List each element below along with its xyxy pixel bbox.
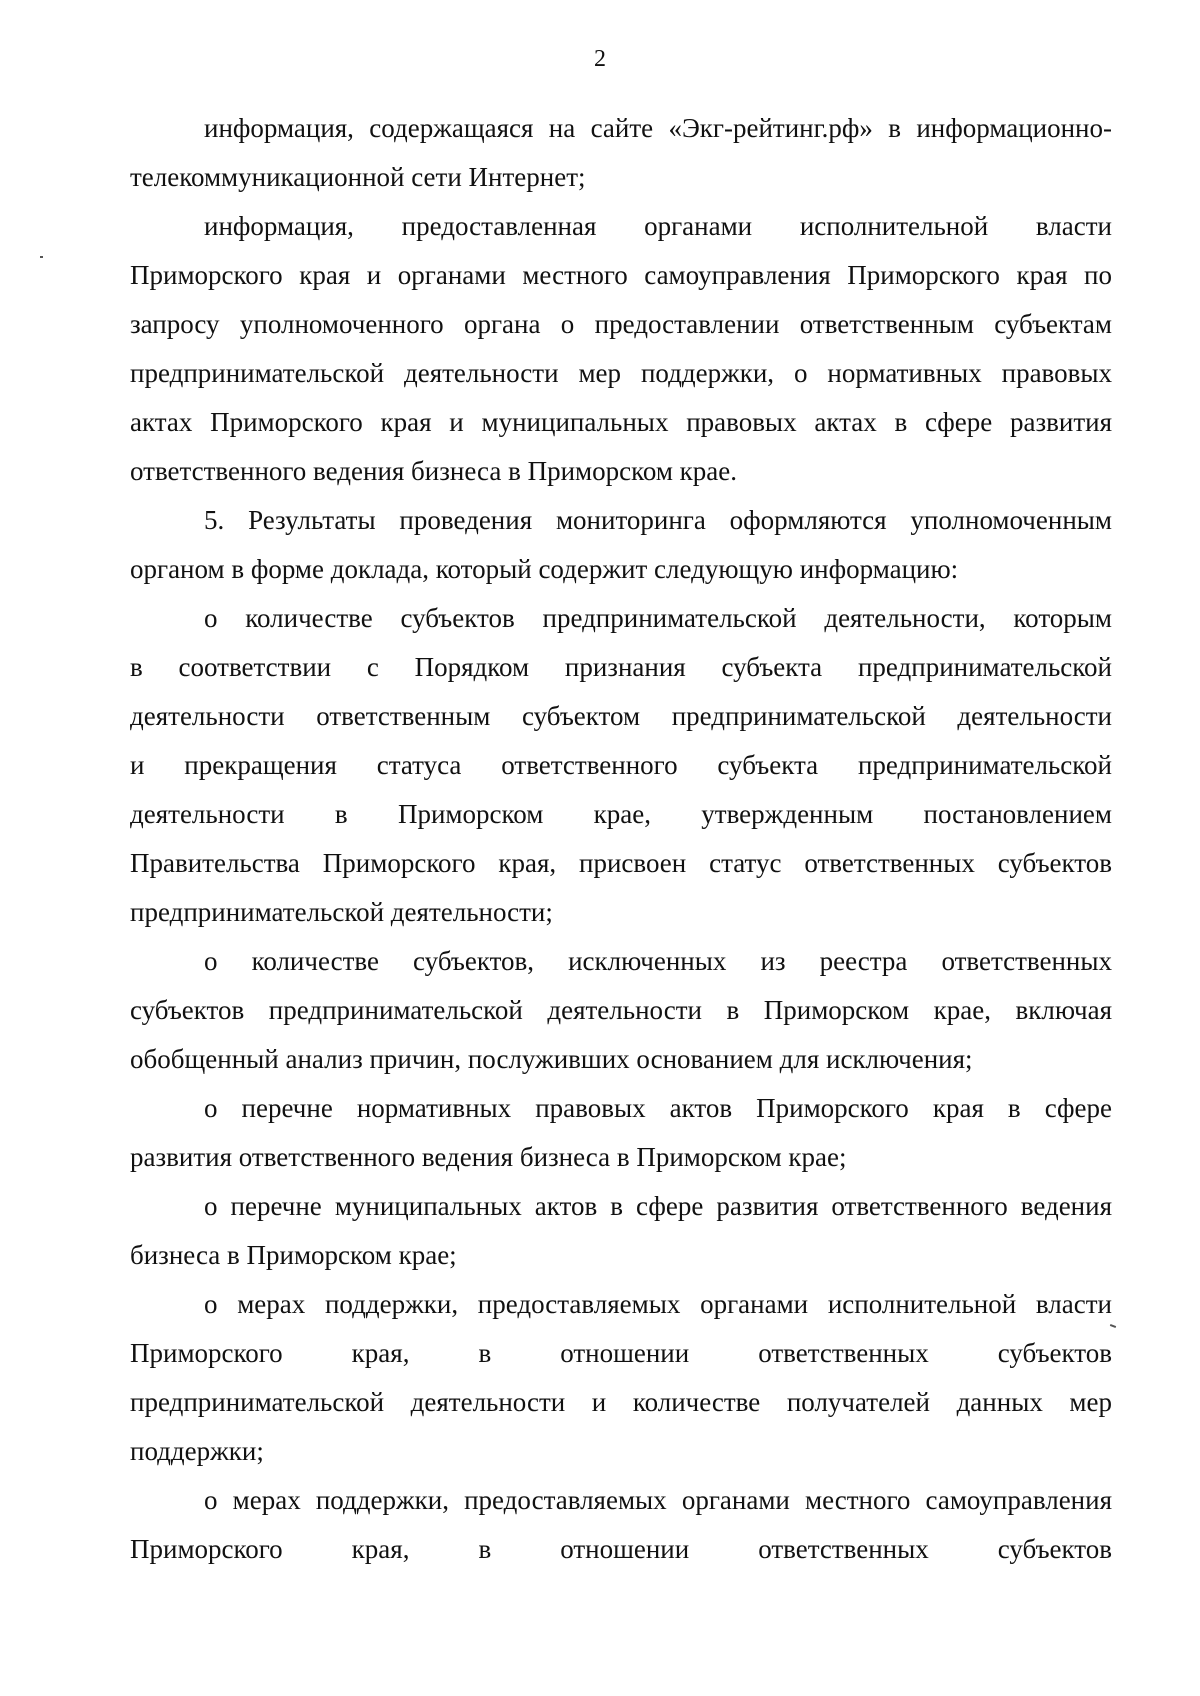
text-line: и прекращения статуса ответственного субъекта предпринимательской bbox=[130, 750, 1112, 780]
text-line: о перечне нормативных правовых актов Приморского края в сфере bbox=[204, 1093, 1112, 1123]
text-line: Приморского края, в отношении ответственных субъектов bbox=[130, 1338, 1112, 1368]
paragraph bbox=[130, 937, 1112, 1084]
text-line: о мерах поддержки, предоставляемых органами местного самоуправления bbox=[204, 1485, 1112, 1515]
page-number: 2 bbox=[594, 46, 606, 72]
text-line: 5. Результаты проведения мониторинга оформляются уполномоченным bbox=[204, 505, 1112, 535]
scan-speck bbox=[40, 256, 43, 258]
paragraph bbox=[130, 1476, 1112, 1574]
text-line: ответственного ведения бизнеса в Приморском крае. bbox=[130, 456, 737, 486]
text-line: предпринимательской деятельности и количестве получателей данных мер bbox=[130, 1387, 1112, 1417]
text-line: поддержки; bbox=[130, 1436, 264, 1466]
text-line: о мерах поддержки, предоставляемых органами исполнительной власти bbox=[204, 1289, 1112, 1319]
text-line: телекоммуникационной сети Интернет; bbox=[130, 162, 586, 192]
text-line: информация, содержащаяся на сайте «Экг-рейтинг.рф» в информационно- bbox=[204, 113, 1112, 143]
text-line: актах Приморского края и муниципальных правовых актах в сфере развития bbox=[130, 407, 1112, 437]
text-line: развития ответственного ведения бизнеса в Приморском крае; bbox=[130, 1142, 847, 1172]
paragraph bbox=[130, 202, 1112, 496]
paragraph bbox=[130, 496, 1112, 594]
text-line: субъектов предпринимательской деятельности в Приморском крае, включая bbox=[130, 995, 1112, 1025]
text-line: предпринимательской деятельности мер поддержки, о нормативных правовых bbox=[130, 358, 1112, 388]
text-line: запросу уполномоченного органа о предоставлении ответственным субъектам bbox=[130, 309, 1112, 339]
text-line: Правительства Приморского края, присвоен статус ответственных субъектов bbox=[130, 848, 1112, 878]
text-line: деятельности ответственным субъектом предпринимательской деятельности bbox=[130, 701, 1112, 731]
paragraph bbox=[130, 104, 1112, 202]
document-body bbox=[130, 104, 1112, 1574]
text-line: предпринимательской деятельности; bbox=[130, 897, 553, 927]
text-line: о перечне муниципальных актов в сфере развития ответственного ведения bbox=[204, 1191, 1112, 1221]
text-line: о количестве субъектов, исключенных из реестра ответственных bbox=[204, 946, 1112, 976]
text-line: в соответствии с Порядком признания субъекта предпринимательской bbox=[130, 652, 1112, 682]
paragraph bbox=[130, 1182, 1112, 1280]
paragraph bbox=[130, 1280, 1112, 1476]
text-line: обобщенный анализ причин, послуживших основанием для исключения; bbox=[130, 1044, 973, 1074]
text-line: органом в форме доклада, который содержит следующую информацию: bbox=[130, 554, 959, 584]
text-line: деятельности в Приморском крае, утвержденным постановлением bbox=[130, 799, 1112, 829]
text-line: информация, предоставленная органами исполнительной власти bbox=[204, 211, 1112, 241]
text-line: Приморского края, в отношении ответственных субъектов bbox=[130, 1534, 1112, 1564]
text-line: бизнеса в Приморском крае; bbox=[130, 1240, 457, 1270]
text-line: Приморского края и органами местного самоуправления Приморского края по bbox=[130, 260, 1112, 290]
paragraph bbox=[130, 594, 1112, 937]
text-line: о количестве субъектов предпринимательской деятельности, которым bbox=[204, 603, 1112, 633]
paragraph bbox=[130, 1084, 1112, 1182]
